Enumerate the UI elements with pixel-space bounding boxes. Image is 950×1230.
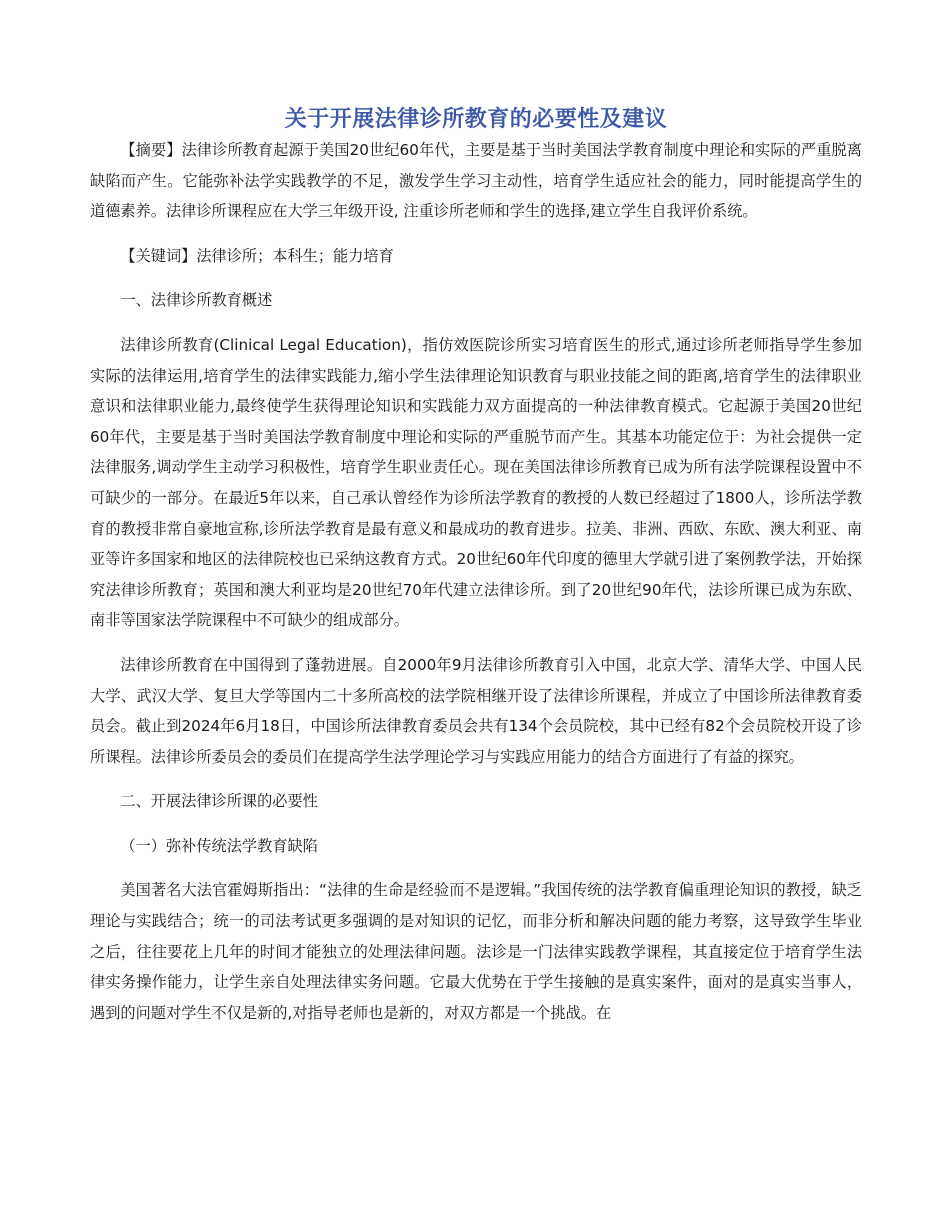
document-page [90, 105, 862, 1028]
section-2-heading: 二、开展法律诊所课的必要性 [120, 792, 318, 811]
section-1-paragraph-2: 法律诊所教育在中国得到了蓬勃进展。自2000年9月法律诊所教育引入中国，北京大学、清华大学、中国人民大学、武汉大学、复旦大学等国内二十多所高校的法学院相继开设了法律诊所课程，并成立了中国诊所法律教育委员会。截止到2024年6月18日，中国诊所法律教育委员会共有134个会员院校，其中已经有82个会员院校开设了诊所课程。法律诊所委员会的委员们在提高学生法学理论学习与实践应用能力的结合方面进行了有益的探究。 [90, 655, 862, 766]
document-title: 关于开展法律诊所教育的必要性及建议 [284, 107, 668, 132]
abstract-paragraph: 【摘要】法律诊所教育起源于美国20世纪60年代，主要是基于当时美国法学教育制度中理论和实际的严重脱离缺陷而产生。它能弥补法学实践教学的不足，激发学生学习主动性，培育学生适应社会的能力，同时能提高学生的道德素养。法律诊所课程应在大学三年级开设, 注重诊所老师和学生的选择,建立学生自我评价系统。 [90, 141, 862, 221]
section-1-heading: 一、法律诊所教育概述 [120, 291, 273, 310]
section-2-paragraph-1: 美国著名大法官霍姆斯指出：“法律的生命是经验而不是逻辑。”我国传统的法学教育偏重理论知识的教授，缺乏理论与实践结合；统一的司法考试更多强调的是对知识的记忆，而非分析和解决问题的能力考察，这导致学生毕业之后，往往要花上几年的时间才能独立的处理法律问题。法诊是一门法律实践教学课程，其直接定位于培育学生法律实务操作能力，让学生亲自处理法律实务问题。它最大优势在于学生接触的是真实案件，面对的是真实当事人，遇到的问题对学生不仅是新的,对指导老师也是新的，对双方都是一个挑战。在 [90, 881, 862, 1022]
keywords-paragraph: 【关键词】法律诊所；本科生；能力培育 [120, 246, 394, 265]
section-2-subheading-1: （一）弥补传统法学教育缺陷 [120, 836, 318, 855]
section-1-paragraph-1: 法律诊所教育(Clinical Legal Education)，指仿效医院诊所实习培育医生的形式,通过诊所老师指导学生参加实际的法律运用,培育学生的法律实践能力,缩小学生法律理论知识教育与职业技能之间的距离,培育学生的法律职业意识和法律职业能力,最终使学生获得理论知识和实践能力双方面提高的一种法律教育模式。它起源于美国20世纪60年代，主要是基于当时美国法学教育制度中理论和实际的严重脱节而产生。其基本功能定位于：为社会提供一定法律服务,调动学生主动学习积极性，培育学生职业责任心。现在美国法律诊所教育已成为所有法学院课程设置中不可缺少的一部分。在最近5年以来，自己承认曾经作为诊所法学教育的教授的人数已经超过了1800人，诊所法学教育的教授非常自豪地宣称,诊所法学教育是最有意义和最成功的教育进步。拉美、非洲、西欧、东欧、澳大利亚、南亚等许多国家和地区的法律院校也已采纳这教育方式。20世纪60年代印度的德里大学就引进了案例教学法，开始探究法律诊所教育；英国和澳大利亚均是20世纪70年代建立法律诊所。到了20世纪90年代，法诊所课已成为东欧、南非等国家法学院课程中不可缺少的组成部分。 [90, 335, 862, 630]
